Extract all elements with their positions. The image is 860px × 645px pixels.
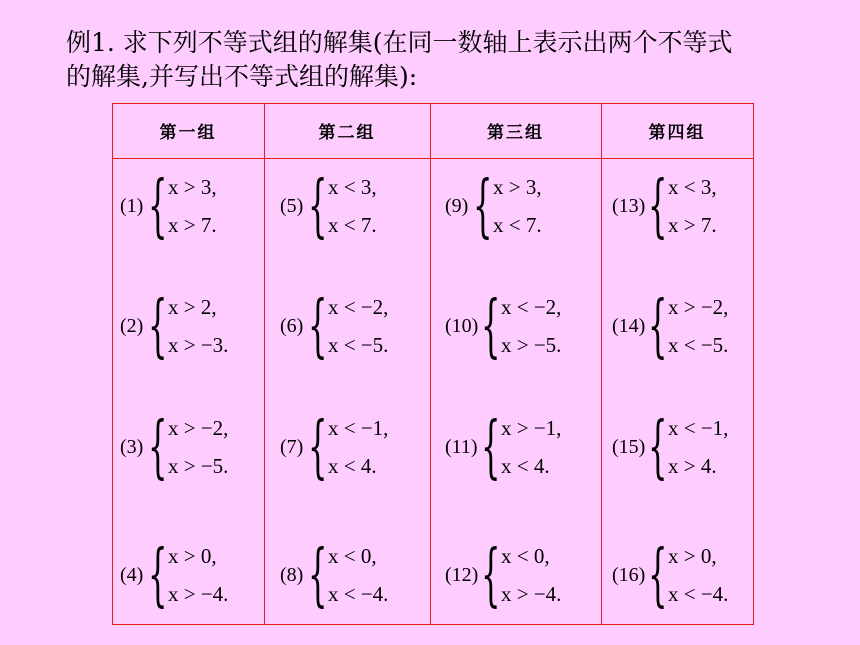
- left-brace-icon: {: [473, 167, 493, 246]
- inequality-top: x > −2,: [668, 295, 729, 319]
- left-brace-icon: {: [481, 287, 501, 366]
- inequality-top: x < 0,: [328, 544, 377, 568]
- system-number: (5): [280, 195, 304, 217]
- inequality-system-6: [280, 289, 430, 367]
- inequality-bottom: x < 7.: [493, 213, 542, 237]
- inequality-system-11: [445, 410, 595, 488]
- inequality-top: x < 3,: [328, 175, 377, 199]
- inequality-top: x < −1,: [668, 416, 729, 440]
- inequality-top: x < 0,: [501, 544, 550, 568]
- inequality-bottom: x > −4.: [168, 582, 229, 606]
- left-brace-icon: {: [648, 167, 668, 246]
- inequality-bottom: x < 4.: [501, 454, 550, 478]
- inequality-top: x > 2,: [168, 295, 217, 319]
- system-number: (10): [445, 315, 479, 337]
- system-number: (8): [280, 564, 304, 586]
- inequality-bottom: x < −5.: [328, 333, 389, 357]
- left-brace-icon: {: [148, 408, 168, 487]
- left-brace-icon: {: [648, 536, 668, 615]
- column-header-group-3: 第三组: [487, 123, 544, 143]
- inequality-top: x < −1,: [328, 416, 389, 440]
- inequality-top: x > 3,: [168, 175, 217, 199]
- inequality-system-15: [612, 410, 762, 488]
- system-number: (9): [445, 195, 469, 217]
- system-number: (15): [612, 436, 646, 458]
- inequality-system-2: [120, 289, 270, 367]
- inequality-bottom: x > −4.: [501, 582, 562, 606]
- table-left-border: [112, 103, 113, 625]
- inequality-top: x < 3,: [668, 175, 717, 199]
- inequality-system-8: [280, 538, 430, 616]
- system-number: (7): [280, 436, 304, 458]
- inequality-system-13: [612, 169, 762, 247]
- left-brace-icon: {: [648, 408, 668, 487]
- inequality-bottom: x > 7.: [168, 213, 217, 237]
- left-brace-icon: {: [308, 408, 328, 487]
- system-number: (2): [120, 315, 144, 337]
- system-number: (12): [445, 564, 479, 586]
- problem-statement-line-1: 例1. 求下列不等式组的解集(在同一数轴上表示出两个不等式: [66, 28, 733, 57]
- inequality-system-4: [120, 538, 270, 616]
- system-number: (1): [120, 195, 144, 217]
- table-bottom-border: [112, 624, 754, 625]
- inequality-top: x > −2,: [168, 416, 229, 440]
- problem-statement-line-2: 的解集,并写出不等式组的解集):: [66, 62, 418, 91]
- inequality-top: x > 0,: [168, 544, 217, 568]
- inequality-system-10: [445, 289, 595, 367]
- left-brace-icon: {: [148, 167, 168, 246]
- left-brace-icon: {: [648, 287, 668, 366]
- table-header-divider: [112, 158, 754, 159]
- system-number: (14): [612, 315, 646, 337]
- inequality-bottom: x < 4.: [328, 454, 377, 478]
- system-number: (16): [612, 564, 646, 586]
- inequality-system-3: [120, 410, 270, 488]
- inequality-system-16: [612, 538, 762, 616]
- inequality-bottom: x < 7.: [328, 213, 377, 237]
- inequality-bottom: x > −3.: [168, 333, 229, 357]
- column-header-group-4: 第四组: [648, 123, 706, 143]
- inequality-system-7: [280, 410, 430, 488]
- column-header-group-1: 第一组: [159, 123, 217, 143]
- inequality-bottom: x > 4.: [668, 454, 717, 478]
- inequality-system-5: [280, 169, 430, 247]
- table-column-divider-3: [601, 103, 602, 625]
- inequality-bottom: x < −5.: [668, 333, 729, 357]
- system-number: (11): [445, 436, 478, 458]
- left-brace-icon: {: [308, 536, 328, 615]
- table-column-divider-2: [430, 103, 431, 625]
- inequality-bottom: x > 7.: [668, 213, 717, 237]
- inequality-top: x > 0,: [668, 544, 717, 568]
- inequality-system-12: [445, 538, 595, 616]
- left-brace-icon: {: [481, 536, 501, 615]
- system-number: (4): [120, 564, 144, 586]
- table-top-border: [112, 103, 754, 104]
- inequality-bottom: x < −4.: [668, 582, 729, 606]
- left-brace-icon: {: [148, 287, 168, 366]
- inequality-top: x < −2,: [501, 295, 562, 319]
- problem-statement: [66, 26, 836, 94]
- left-brace-icon: {: [481, 408, 501, 487]
- left-brace-icon: {: [308, 287, 328, 366]
- inequality-system-14: [612, 289, 762, 367]
- inequality-system-9: [445, 169, 595, 247]
- inequality-bottom: x > −5.: [501, 333, 562, 357]
- inequality-top: x > 3,: [493, 175, 542, 199]
- column-header-group-2: 第二组: [318, 123, 376, 143]
- system-number: (3): [120, 436, 144, 458]
- inequality-bottom: x < −4.: [328, 582, 389, 606]
- left-brace-icon: {: [308, 167, 328, 246]
- system-number: (13): [612, 195, 646, 217]
- left-brace-icon: {: [148, 536, 168, 615]
- inequality-system-1: [120, 169, 270, 247]
- inequality-top: x < −2,: [328, 295, 389, 319]
- inequality-top: x > −1,: [501, 416, 562, 440]
- system-number: (6): [280, 315, 304, 337]
- inequality-bottom: x > −5.: [168, 454, 229, 478]
